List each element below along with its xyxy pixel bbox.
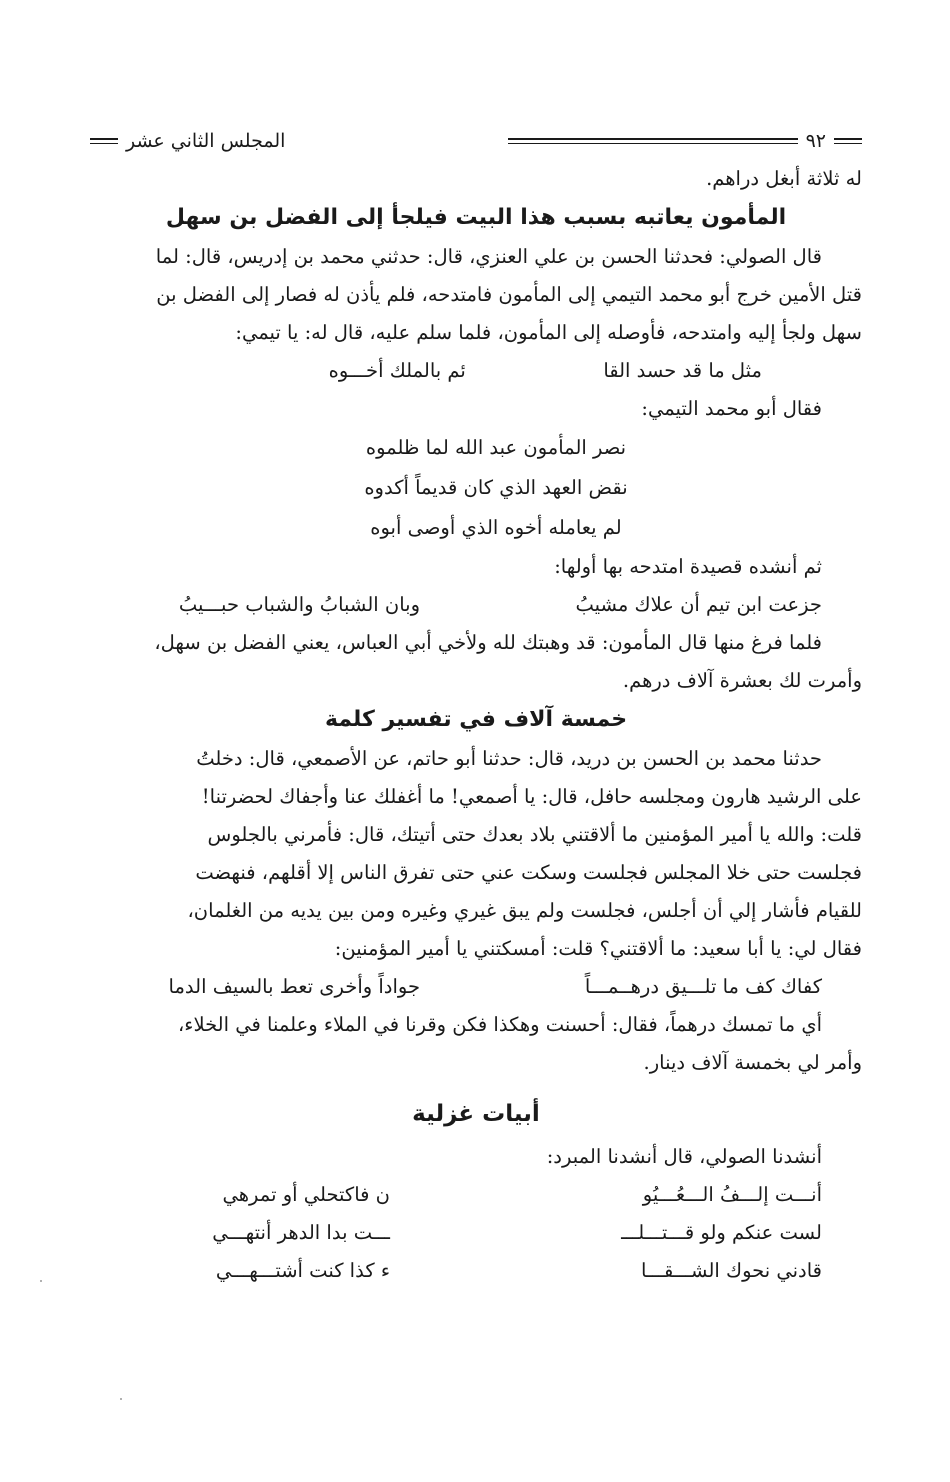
poem-line: نقض العهد الذي كان قديماً أكدوه bbox=[364, 476, 628, 499]
header-rule-right bbox=[834, 138, 862, 144]
verse-first-hemistich: مثل ما قد حسد القا bbox=[603, 359, 762, 382]
text-line: قال الصولي: فحدثنا الحسن بن علي العنزي، قال: حدثني محمد بن إدريس، قال: لما bbox=[155, 245, 822, 268]
text-line: أي ما تمسك درهماً، فقال: أحسنت وهكذا فكن وقرنا في الملاء وعلمنا في الخلاء، bbox=[178, 1013, 822, 1036]
verse-second-hemistich: ئم بالملك أخـــوه bbox=[328, 359, 466, 382]
poem-verse bbox=[90, 1252, 862, 1290]
verse-first-hemistich: كفاك كف ما تلـــيق درهــمـــاً bbox=[584, 975, 822, 998]
text-line: فجلست حتى خلا المجلس فجلست وسكت عني حتى تفرق الناس إلا أقلهم، فنهضت bbox=[195, 861, 862, 884]
verse-first-hemistich: قادني نحوك الشـــقـــا bbox=[640, 1259, 822, 1282]
section-heading: أبيات غزلية bbox=[412, 1101, 540, 1127]
header-rule-left bbox=[90, 138, 118, 144]
header-left bbox=[90, 130, 285, 152]
running-header bbox=[90, 128, 862, 154]
section-heading: خمسة آلاف في تفسير كلمة bbox=[324, 707, 628, 732]
text-line: له ثلاثة أبغل دراهم. bbox=[706, 167, 862, 190]
text-line: للقيام فأشار إلي أن أجلس، فجلست ولم يبق غيري وغيره ومن بين يديه من الغلمان، bbox=[187, 899, 862, 922]
poem-verse bbox=[90, 1176, 862, 1214]
text-line: أنشدنا الصولي، قال أنشدنا المبرد: bbox=[546, 1145, 822, 1168]
verse-second-hemistich: وبان الشبابُ والشباب حبـــيبُ bbox=[178, 593, 420, 616]
section-heading: المأمون يعاتبه بسبب هذا البيت فيلجأ إلى الفضل بن سهل bbox=[165, 205, 787, 230]
verse-second-hemistich: ن فاكتحلي أو تمرهي bbox=[222, 1183, 390, 1206]
chapter-title: المجلس الثاني عشر bbox=[126, 130, 286, 152]
poem-verse bbox=[90, 352, 862, 390]
scan-speck bbox=[120, 1398, 122, 1400]
text-line: قتل الأمين خرج أبو محمد التيمي إلى المأمون فامتدحه، فلم يأذن له فصار إلى الفضل بن bbox=[156, 283, 862, 306]
text-line: قلت: والله يا أمير المؤمنين ما ألاقتني بلاد بعدك حتى أتيتك، قال: فأمرني بالجلوس bbox=[207, 823, 862, 846]
text-line: على الرشيد هارون ومجلسه حافل، قال: يا أصمعي! ما أغفلك عنا وأجفاك لحضرتنا! bbox=[201, 785, 862, 808]
poem-line: نصر المأمون عبد الله لما ظلموه bbox=[365, 436, 627, 459]
verse-second-hemistich: ـــت بدا الدهر أنتهـــي bbox=[212, 1221, 390, 1244]
header-rule-middle bbox=[508, 138, 798, 144]
text-line: ثم أنشده قصيدة امتدحه بها أولها: bbox=[554, 555, 822, 578]
poem-verse bbox=[90, 968, 862, 1006]
verse-first-hemistich: لست عنكم ولو قـــتـــلـــ bbox=[621, 1221, 822, 1244]
text-line: سهل ولجأ إليه وامتدحه، فأوصله إلى المأمون، فلما سلم عليه، قال له: يا تيمي: bbox=[235, 321, 862, 344]
text-line: فلما فرغ منها قال المأمون: قد وهبتك لله ولأخي أبي العباس، يعني الفضل بن سهل، bbox=[154, 631, 822, 654]
poem-line: لم يعامله أخوه الذي أوصى أبوه bbox=[370, 516, 622, 539]
verse-first-hemistich: أنـــت إلـــفُ الـــعُـــيُو bbox=[642, 1183, 822, 1206]
text-line: فقال لي: يا أبا سعيد: ما ألاقتني؟ قلت: أمسكتني يا أمير المؤمنين: bbox=[334, 937, 862, 960]
book-page bbox=[90, 128, 862, 1290]
page-number: ٩٢ bbox=[805, 130, 826, 152]
header-right bbox=[508, 130, 862, 152]
verse-first-hemistich: جزعت ابن تيم أن علاك مشيبُ bbox=[575, 593, 822, 616]
text-line: فقال أبو محمد التيمي: bbox=[641, 397, 822, 420]
verse-second-hemistich: ء كذا كنت أشتـــهـــي bbox=[215, 1259, 390, 1282]
text-line: حدثنا محمد بن الحسن بن دريد، قال: حدثنا أبو حاتم، عن الأصمعي، قال: دخلتُ bbox=[196, 747, 822, 770]
text-line: وأمرت لك بعشرة آلاف درهم. bbox=[622, 669, 862, 692]
scan-speck bbox=[40, 1280, 42, 1282]
poem-verse bbox=[90, 586, 862, 624]
verse-second-hemistich: جواداً وأخرى تعط بالسيف الدما bbox=[168, 975, 420, 998]
poem-verse bbox=[90, 1214, 862, 1252]
text-line: وأمر لي بخمسة آلاف دينار. bbox=[643, 1051, 862, 1074]
